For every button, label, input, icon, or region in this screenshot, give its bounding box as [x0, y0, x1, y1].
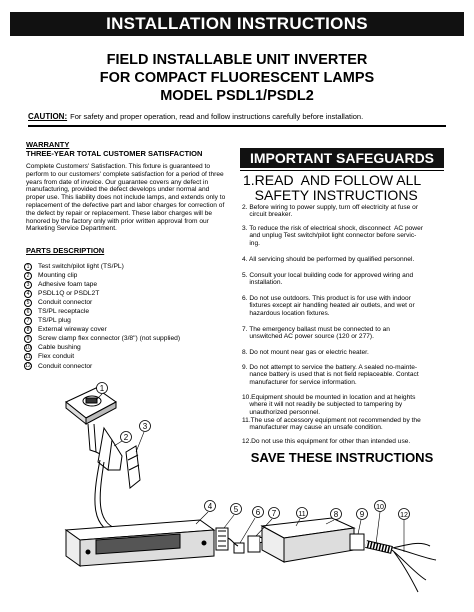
save-instructions: SAVE THESE INSTRUCTIONS — [250, 450, 434, 465]
part-number-badge: 4 — [24, 290, 32, 298]
wireway-cover-drawing — [262, 518, 354, 562]
part-label: Cable bushing — [38, 344, 81, 352]
part-number-badge: 8 — [24, 326, 32, 334]
part-label: Conduit connector — [38, 299, 93, 307]
lead-wires-drawing — [392, 543, 436, 592]
warranty-subheading: THREE-YEAR TOTAL CUSTOMER SATISFACTION — [26, 149, 203, 158]
safeguard-item: 11.The use of accessory equipment not recommended by the manufacturer may cause an unsafe condition. — [242, 417, 421, 432]
safeguard-item: 10.Equipment should be mounted in location and at heights where it will not readily be subjected to tampering by unauthorized personnel. — [242, 394, 416, 416]
safeguard-item: 6. Do not use outdoors. This product is for use with indoor fixtures except air handling heated air outlets, and wet or hazardous location fixtures. — [242, 295, 415, 317]
part-label: Test switch/pilot light (TS/PL) — [38, 263, 124, 271]
callout-4: 4 — [207, 502, 213, 511]
part-label: External wireway cover — [38, 326, 107, 334]
callout-7: 7 — [271, 509, 277, 518]
safeguard-item: 12.Do not use this equipment for other than intended use. — [242, 438, 411, 445]
screw-clamp-drawing — [350, 534, 364, 550]
part-number-badge: 1 — [24, 263, 32, 271]
part-number-badge: 2 — [24, 272, 32, 280]
callout-11: 11 — [298, 511, 306, 518]
callout-10: 10 — [376, 504, 384, 511]
warranty-text: Complete Customers' Satisfaction. This fixture is guaranteed to perform to our customers' complete satisfaction for a period of three years from date of invoice. Our guarantee covers any defect in manufacturing, provided the defect develops under normal and proper use. This liability does not include lamps, and extends only to replacement of the defective part and labor charges for correction of the defect by repair or replacement. These labor charges will be honored by the factory only with prior written approval from our Marketing Service Department. — [26, 163, 226, 233]
callout-9: 9 — [359, 510, 365, 519]
safeguard-item: 9. Do not attempt to service the battery. A sealed no-mainte- nance battery is used that is not field replaceable. Contact manufacturer for service information. — [242, 364, 419, 386]
callout-2: 2 — [123, 433, 129, 442]
title-line-2: FOR COMPACT FLUORESCENT LAMPS — [99, 70, 375, 86]
part-label: PSDL1Q or PSDL2T — [38, 290, 100, 298]
safeguard-item: 4. All servicing should be performed by qualified personnel. — [242, 256, 415, 263]
inverter-unit-drawing — [66, 520, 214, 566]
header-title: INSTALLATION INSTRUCTIONS — [10, 12, 464, 36]
callout-1: 1 — [99, 384, 105, 393]
callout-12: 12 — [400, 512, 408, 519]
cable-bushing-drawing — [366, 544, 392, 550]
warranty-heading: WARRANTY — [26, 140, 70, 149]
part-label: Flex conduit — [38, 353, 75, 361]
safeguard-item: 8. Do not mount near gas or electric heater. — [242, 349, 369, 356]
part-label: TS/PL plug — [38, 317, 71, 325]
foam-tape-drawing — [126, 446, 140, 488]
title-line-1: FIELD INSTALLABLE UNIT INVERTER — [106, 52, 368, 68]
safeguard-1: 1.READ AND FOLLOW ALL SAFETY INSTRUCTIONS — [243, 172, 422, 203]
callout-5: 5 — [233, 505, 239, 514]
part-label: TS/PL receptacle — [38, 308, 90, 316]
part-number-badge: 11 — [25, 353, 31, 360]
safeguard-item: 7. The emergency ballast must be connected to an unswitched AC power source (120 or 277). — [242, 326, 390, 341]
callout-3: 3 — [142, 422, 148, 431]
callout-6: 6 — [255, 508, 261, 517]
part-label: Conduit connector — [38, 362, 93, 370]
safeguard-item: 3. To reduce the risk of electrical shock, disconnect AC power and unplug Test switch/pilot light connector before servic- ing. — [242, 225, 423, 247]
part-number-badge: 10 — [25, 344, 31, 351]
parts-heading: PARTS DESCRIPTION — [26, 246, 105, 255]
part-label: Adhesive foam tape — [38, 281, 98, 289]
safeguard-item: 2. Before wiring to power supply, turn off electricity at fuse or circuit breaker. — [242, 204, 419, 219]
caution-text: For safety and proper operation, read and follow instructions carefully before installation. — [70, 112, 364, 121]
conduit-connector-drawing — [216, 528, 228, 550]
safeguards-heading: IMPORTANT SAFEGUARDS — [240, 148, 444, 168]
part-number-badge: 7 — [24, 317, 32, 325]
safeguard-item: 5. Consult your local building code for approved wiring and installation. — [242, 272, 414, 287]
part-label: Mounting clip — [38, 272, 78, 280]
caution-label: CAUTION: — [28, 112, 68, 121]
part-number-badge: 9 — [24, 335, 32, 343]
plug-drawing — [248, 536, 260, 552]
part-number-badge: 12 — [25, 363, 31, 370]
part-number-badge: 5 — [24, 299, 32, 307]
title-line-3: MODEL PSDL1/PSDL2 — [160, 88, 314, 104]
part-label: Screw clamp flex connector (3/8") (not supplied) — [38, 335, 181, 343]
part-number-badge: 3 — [24, 281, 32, 289]
callout-8: 8 — [333, 510, 339, 519]
mounting-clip-drawing — [98, 428, 122, 470]
part-number-badge: 6 — [24, 308, 32, 316]
